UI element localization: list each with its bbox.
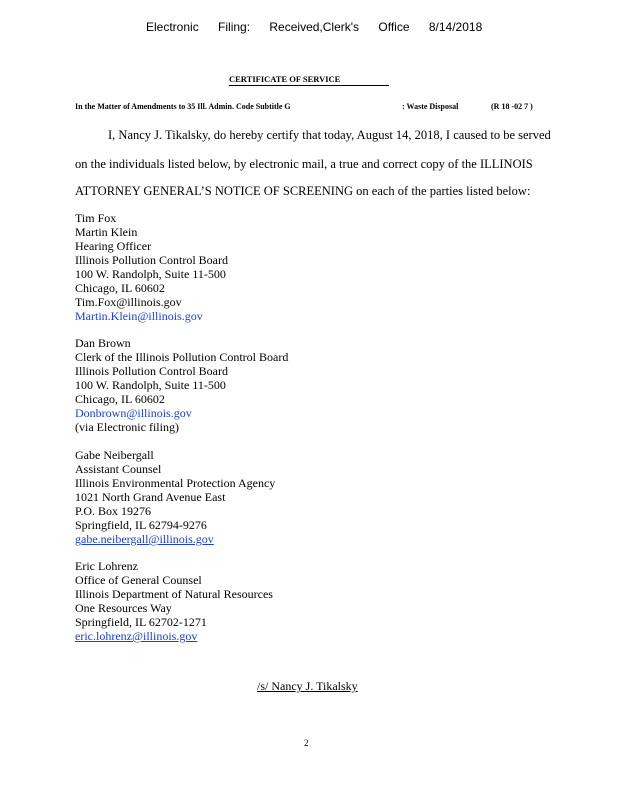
recipient-line: Eric Lohrenz — [75, 559, 138, 573]
recipient-line: Illinois Pollution Control Board — [75, 253, 229, 267]
electronic-filing-stamp — [146, 20, 482, 34]
stamp-date: 8/14/2018 — [428, 20, 483, 34]
recipient-line: 100 W. Randolph, Suite 11-500 — [75, 378, 226, 392]
stamp-word: Office — [378, 20, 410, 34]
recipient-line: Chicago, IL 60602 — [75, 392, 165, 406]
email-link[interactable]: eric.lohrenz@illinois.gov — [75, 629, 198, 643]
recipient-line: Dan Brown — [75, 336, 131, 350]
recipient-line: One Resources Way — [75, 601, 172, 615]
case-caption-left: In the Matter of Amendments to 35 Ill. Admin. Code Subtitle G — [75, 102, 291, 111]
page-number: 2 — [304, 738, 309, 748]
recipient-line: Tim Fox — [75, 211, 117, 225]
recipient-line: Martin Klein — [75, 225, 138, 239]
title-underline — [229, 85, 389, 86]
recipient-line: 1021 North Grand Avenue East — [75, 490, 226, 504]
recipient-line: Illinois Department of Natural Resources — [75, 587, 273, 601]
case-caption — [75, 102, 545, 111]
recipient-line: Assistant Counsel — [75, 462, 162, 476]
certification-line-1: I, Nancy J. Tikalsky, do hereby certify that today, August 14, 2018, I caused to be served — [108, 128, 551, 142]
signature: /s/ Nancy J. Tikalsky — [257, 679, 358, 693]
email-link[interactable]: Martin.Klein@illinois.gov — [75, 309, 203, 323]
stamp-word: Electronic — [146, 20, 199, 34]
recipient-line: Illinois Pollution Control Board — [75, 364, 229, 378]
recipient-line: 100 W. Randolph, Suite 11-500 — [75, 267, 226, 281]
recipient-line: Illinois Environmental Protection Agency — [75, 476, 276, 490]
case-caption-middle: : Waste Disposal — [402, 102, 459, 111]
recipient-block — [75, 336, 288, 434]
recipient-line: Springfield, IL 62794-9276 — [75, 518, 207, 532]
email-link[interactable]: gabe.neibergall@illinois.gov — [75, 532, 214, 546]
recipient-line: Springfield, IL 62702-1271 — [75, 615, 207, 629]
email-link[interactable]: Donbrown@illinois.gov — [75, 406, 192, 420]
recipient-block — [75, 448, 275, 546]
certification-line-3: ATTORNEY GENERAL’S NOTICE OF SCREENING on each of the parties listed below: — [75, 184, 531, 198]
stamp-word: Received,Clerk's — [269, 20, 360, 34]
stamp-word: Filing: — [218, 20, 251, 34]
certification-line-2: on the individuals listed below, by electronic mail, a true and correct copy of the ILLINOIS — [75, 157, 533, 171]
recipient-line: Tim.Fox@illinois.gov — [75, 295, 182, 309]
recipient-line: Clerk of the Illinois Pollution Control Board — [75, 350, 289, 364]
recipient-line: Hearing Officer — [75, 239, 152, 253]
recipient-line: (via Electronic filing) — [75, 420, 179, 434]
case-number: (R 18 -02 7 ) — [491, 102, 533, 111]
recipient-line: Chicago, IL 60602 — [75, 281, 165, 295]
recipient-block — [75, 211, 228, 323]
recipient-line: Gabe Neibergall — [75, 448, 154, 462]
certificate-title: CERTIFICATE OF SERVICE — [229, 74, 341, 84]
recipient-line: P.O. Box 19276 — [75, 504, 152, 518]
recipient-block — [75, 559, 273, 643]
recipient-line: Office of General Counsel — [75, 573, 202, 587]
